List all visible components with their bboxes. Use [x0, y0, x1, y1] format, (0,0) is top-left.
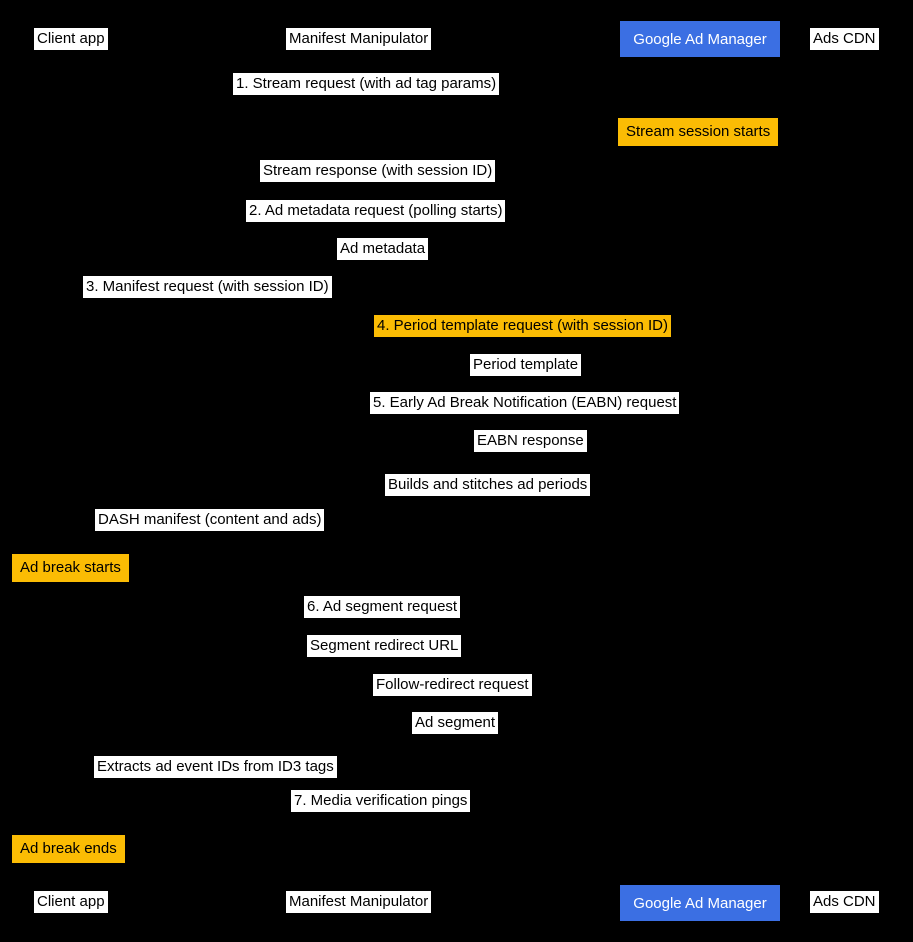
actor-ads-cdn-bottom: Ads CDN	[810, 891, 879, 913]
message-dash-manifest: DASH manifest (content and ads)	[95, 509, 324, 531]
message-eabn-response: EABN response	[474, 430, 587, 452]
message-period-template-request: 4. Period template request (with session ID)	[374, 315, 671, 337]
actor-manifest-manipulator-top: Manifest Manipulator	[286, 28, 431, 50]
actor-google-ad-manager-top: Google Ad Manager	[620, 21, 780, 57]
message-eabn-request: 5. Early Ad Break Notification (EABN) request	[370, 392, 679, 414]
message-stream-request: 1. Stream request (with ad tag params)	[233, 73, 499, 95]
message-media-verification-pings: 7. Media verification pings	[291, 790, 470, 812]
message-ad-metadata: Ad metadata	[337, 238, 428, 260]
message-extracts-ad-event-ids: Extracts ad event IDs from ID3 tags	[94, 756, 337, 778]
message-period-template: Period template	[470, 354, 581, 376]
message-ad-segment: Ad segment	[412, 712, 498, 734]
actor-google-ad-manager-bottom: Google Ad Manager	[620, 885, 780, 921]
message-manifest-request: 3. Manifest request (with session ID)	[83, 276, 332, 298]
note-ad-break-starts: Ad break starts	[12, 554, 129, 582]
message-ad-segment-request: 6. Ad segment request	[304, 596, 460, 618]
message-stream-response: Stream response (with session ID)	[260, 160, 495, 182]
message-ad-metadata-request: 2. Ad metadata request (polling starts)	[246, 200, 505, 222]
actor-ads-cdn-top: Ads CDN	[810, 28, 879, 50]
actor-client-app-bottom: Client app	[34, 891, 108, 913]
note-ad-break-ends: Ad break ends	[12, 835, 125, 863]
note-stream-session-starts: Stream session starts	[618, 118, 778, 146]
actor-manifest-manipulator-bottom: Manifest Manipulator	[286, 891, 431, 913]
message-segment-redirect-url: Segment redirect URL	[307, 635, 461, 657]
actor-client-app-top: Client app	[34, 28, 108, 50]
message-builds-and-stitches: Builds and stitches ad periods	[385, 474, 590, 496]
message-follow-redirect-request: Follow-redirect request	[373, 674, 532, 696]
